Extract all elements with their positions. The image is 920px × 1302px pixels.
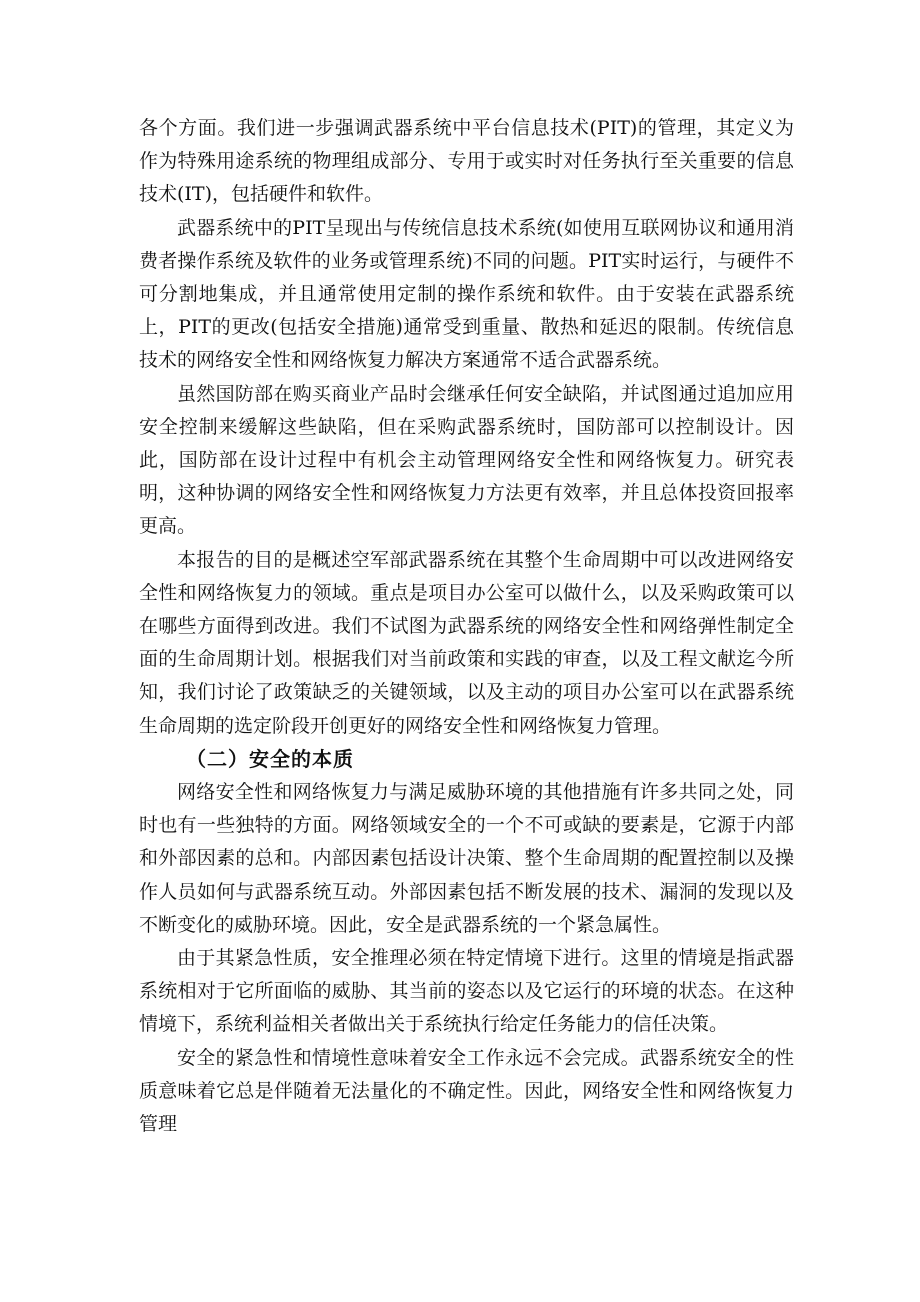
section-heading: （二）安全的本质 (186, 746, 354, 771)
paragraph-security-factors: 网络安全性和网络恢复力与满足威胁环境的其他措施有许多共同之处，同时也有一些独特的方面。网络领域安全的一个不可或缺的要素是，它源于内部和外部因素的总和。内部因素包括设计决策、整个生命周期的配置控制以及操作人员如何与武器系统互动。外部因素包括不断发展的技术、漏洞的发现以及不断变化的威胁环境。因此，安全是武器系统的一个紧急属性。 (139, 781, 794, 936)
paragraph-report-purpose: 本报告的目的是概述空军部武器系统在其整个生命周期中可以改进网络安全性和网络恢复力的领域。重点是项目办公室可以做什么，以及采购政策可以在哪些方面得到改进。我们不试图为武器系统的网络安全性和网络弹性制定全面的生命周期计划。根据我们对当前政策和实践的审查，以及工程文献迄今所知，我们讨论了政策缺乏的关键领域，以及主动的项目办公室可以在武器系统生命周期的选定阶段开创更好的网络安全性和网络恢复力管理。 (139, 548, 794, 737)
paragraph-security-uncertainty: 安全的紧急性和情境性意味着安全工作永远不会完成。武器系统安全的性质意味着它总是伴随着无法量化的不确定性。因此，网络安全性和网络恢复力管理 (139, 1046, 794, 1136)
document-body (139, 112, 794, 1141)
paragraph-dod-design: 虽然国防部在购买商业产品时会继承任何安全缺陷，并试图通过追加应用安全控制来缓解这些缺陷，但在采购武器系统时，国防部可以控制设计。因此，国防部在设计过程中有机会主动管理网络安全性和网络恢复力。研究表明，这种协调的网络安全性和网络恢复力方法更有效率，并且总体投资回报率更高。 (139, 382, 794, 538)
paragraph-security-context: 由于其紧急性质，安全推理必须在特定情境下进行。这里的情境是指武器系统相对于它所面临的威胁、其当前的姿态以及它运行的环境的状态。在这种情境下，系统利益相关者做出关于系统执行给定任务能力的信任决策。 (139, 947, 794, 1036)
paragraph-pit-issues: 武器系统中的PIT呈现出与传统信息技术系统(如使用互联网协议和通用消费者操作系统及软件的业务或管理系统)不同的问题。PIT实时运行，与硬件不可分割地集成，并且通常使用定制的操作系统和软件。由于安装在武器系统上，PIT的更改(包括安全措施)通常受到重量、散热和延迟的限制。传统信息技术的网络安全性和网络恢复力解决方案通常不适合武器系统。 (139, 216, 794, 372)
paragraph-continuation: 各个方面。我们进一步强调武器系统中平台信息技术(PIT)的管理，其定义为作为特殊用途系统的物理组成部分、专用于或实时对任务执行至关重要的信息技术(IT)，包括硬件和软件。 (139, 117, 794, 206)
